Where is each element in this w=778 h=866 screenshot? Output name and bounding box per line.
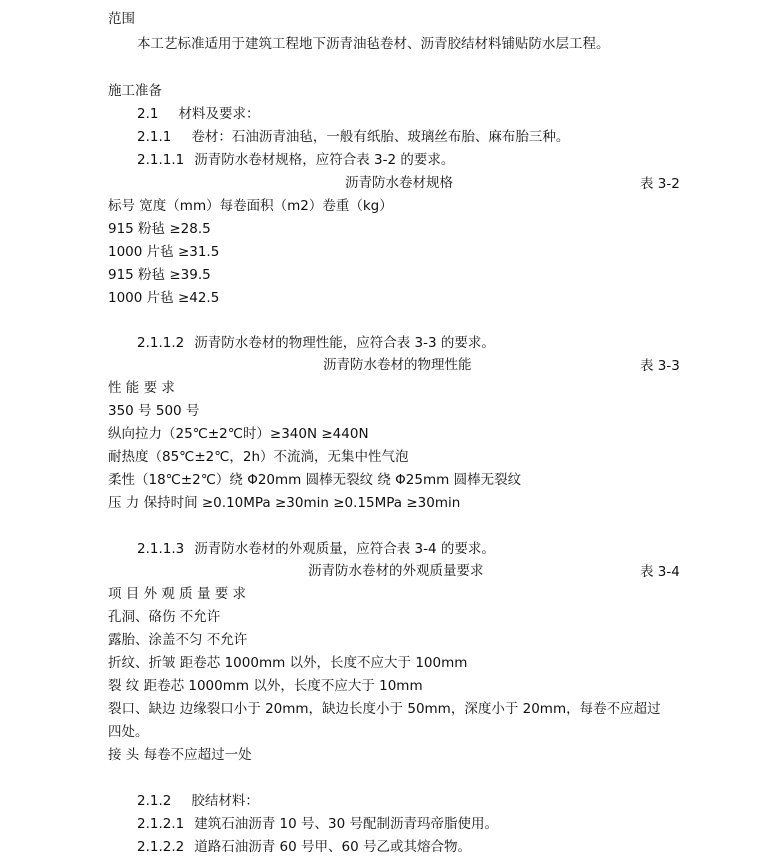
table-3-4-row: 裂口、缺边 边缘裂口小于 20mm，缺边长度小于 50mm，深度小于 20mm，每卷不应超过	[108, 701, 661, 717]
table-3-3-row: 柔性（18℃±2℃）绕 Φ20mm 圆棒无裂纹 绕 Φ25mm 圆棒无裂纹	[108, 472, 522, 488]
clause-number: 2.1.1.1	[137, 152, 185, 168]
clause-2-1-1-2	[137, 334, 495, 352]
section-heading-scope: 范围	[108, 11, 135, 27]
clause-text: 材料及要求：	[178, 106, 260, 122]
clause-2-1-1-3	[137, 540, 495, 558]
clause-number: 2.1.1.3	[137, 541, 185, 557]
table-3-2-header: 标号 宽度（mm）每卷面积（m2）卷重（kg）	[108, 198, 393, 214]
clause-number: 2.1	[137, 106, 159, 122]
table-3-3-caption: 沥青防水卷材的物理性能	[323, 357, 472, 373]
clause-2-1-2-2	[137, 838, 471, 856]
clause-text: 卷材：石油沥青油毡，一般有纸胎、玻璃丝布胎、麻布胎三种。	[191, 129, 570, 145]
clause-2-1-1-1	[137, 151, 454, 169]
clause-text: 沥青防水卷材的物理性能，应符合表 3-3 的要求。	[194, 335, 495, 351]
clause-text: 道路石油沥青 60 号甲、60 号乙或其熔合物。	[194, 839, 471, 855]
table-3-4-row: 裂 纹 距卷芯 1000mm 以外，长度不应大于 10mm	[108, 678, 423, 694]
clause-number: 2.1.2.1	[137, 816, 185, 832]
clause-2-1-2-1	[137, 815, 498, 833]
clause-text: 建筑石油沥青 10 号、30 号配制沥青玛帝脂使用。	[194, 816, 498, 832]
clause-2-1-2	[137, 792, 259, 810]
table-3-4-row: 折纹、折皱 距卷芯 1000mm 以外，长度不应大于 100mm	[108, 655, 468, 671]
scope-paragraph: 本工艺标准适用于建筑工程地下沥青油毡卷材、沥青胶结材料铺贴防水层工程。	[137, 36, 610, 52]
table-3-2-label: 表 3-2	[640, 176, 680, 192]
table-3-3-row: 耐热度（85℃±2℃，2h）不流淌，无集中性气泡	[108, 449, 409, 465]
clause-number: 2.1.2	[137, 793, 172, 809]
table-3-2-caption: 沥青防水卷材规格	[345, 175, 453, 191]
table-3-3-header: 性 能 要 求	[108, 380, 175, 396]
clause-number: 2.1.1	[137, 129, 172, 145]
clause-2-1-1	[137, 128, 569, 146]
table-3-3-label: 表 3-3	[640, 358, 680, 374]
clause-text: 胶结材料：	[191, 793, 259, 809]
clause-number: 2.1.1.2	[137, 335, 185, 351]
table-3-4-caption: 沥青防水卷材的外观质量要求	[308, 563, 484, 579]
clause-2-1	[137, 105, 259, 123]
table-3-3-row: 压 力 保持时间 ≥0.10MPa ≥30min ≥0.15MPa ≥30min	[108, 495, 461, 511]
table-3-2-row: 915 粉毡 ≥28.5	[108, 221, 211, 237]
table-3-4-row: 四处。	[108, 724, 149, 740]
section-heading-preparation: 施工准备	[108, 83, 162, 99]
table-3-2-row: 1000 片毡 ≥31.5	[108, 244, 220, 260]
table-3-4-row: 孔洞、硌伤 不允许	[108, 609, 221, 625]
clause-text: 沥青防水卷材规格，应符合表 3-2 的要求。	[194, 152, 455, 168]
table-3-4-row: 露胎、涂盖不匀 不允许	[108, 632, 248, 648]
clause-text: 沥青防水卷材的外观质量，应符合表 3-4 的要求。	[194, 541, 495, 557]
clause-number: 2.1.2.2	[137, 839, 185, 855]
table-3-4-row: 接 头 每卷不应超过一处	[108, 747, 252, 763]
table-3-4-label: 表 3-4	[640, 564, 680, 580]
table-3-2-row: 1000 片毡 ≥42.5	[108, 290, 220, 306]
table-3-2-row: 915 粉毡 ≥39.5	[108, 267, 211, 283]
table-3-3-row: 纵向拉力（25℃±2℃时）≥340N ≥440N	[108, 426, 369, 442]
table-3-4-header: 项 目 外 观 质 量 要 求	[108, 586, 247, 602]
table-3-3-row: 350 号 500 号	[108, 403, 200, 419]
